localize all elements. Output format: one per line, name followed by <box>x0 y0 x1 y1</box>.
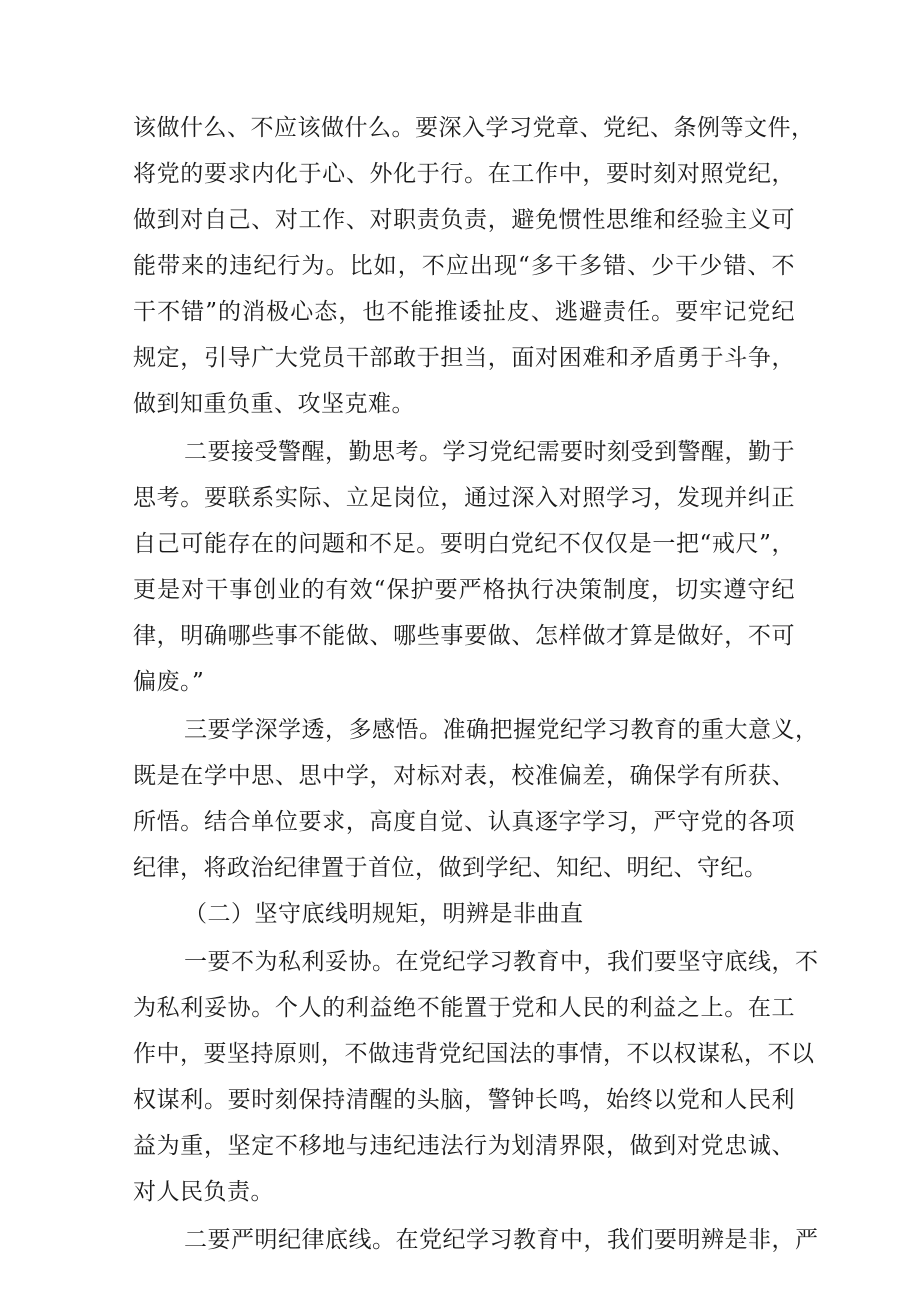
text-line: 能带来的违纪行为。比如，不应出现“多干多错、少干少错、不 <box>133 253 795 279</box>
paragraph-first-line: 二要接受警醒，勤思考。学习党纪需要时刻受到警醒，勤于 <box>184 439 795 465</box>
text-line: 做到对自己、对工作、对职责负责，避免惯性思维和经验主义可 <box>133 207 795 233</box>
text-line: 思考。要联系实际、立足岗位，通过深入对照学习，发现并纠正 <box>133 485 795 511</box>
text-line: 自己可能存在的问题和不足。要明白党纪不仅仅是一把“戒尺”， <box>133 531 795 557</box>
paragraph-first-line: 一要不为私利妥协。在党纪学习教育中，我们要坚守底线，不 <box>184 949 819 975</box>
text-line: 做到知重负重、攻坚克难。 <box>133 391 415 417</box>
text-line: 作中，要坚持原则，不做违背党纪国法的事情，不以权谋私，不以 <box>133 1041 815 1067</box>
text-line: 纪律，将政治纪律置于首位，做到学纪、知纪、明纪、守纪。 <box>133 855 768 881</box>
paragraph-first-line: 二要严明纪律底线。在党纪学习教育中，我们要明辨是非，严 <box>184 1227 819 1253</box>
text-line: 干不错”的消极心态，也不能推诿扯皮、逃避责任。要牢记党纪 <box>133 299 795 325</box>
text-line: 规定，引导广大党员干部敢于担当，面对困难和矛盾勇于斗争， <box>133 345 795 371</box>
section-heading: （二）坚守底线明规矩，明辨是非曲直 <box>184 901 584 927</box>
text-line: 所悟。结合单位要求，高度自觉、认真逐字学习，严守党的各项 <box>133 809 795 835</box>
text-line: 偏废。” <box>133 669 205 695</box>
text-line: 为私利妥协。个人的利益绝不能置于党和人民的利益之上。在工 <box>133 995 795 1021</box>
text-line: 既是在学中思、思中学，对标对表，校准偏差，确保学有所获、 <box>133 763 795 789</box>
text-line: 该做什么、不应该做什么。要深入学习党章、党纪、条例等文件， <box>133 115 815 141</box>
text-line: 权谋利。要时刻保持清醒的头脑，警钟长鸣，始终以党和人民利 <box>133 1087 795 1113</box>
text-line: 对人民负责。 <box>133 1179 274 1205</box>
text-line: 益为重，坚定不移地与违纪违法行为划清界限，做到对党忠诚、 <box>133 1133 795 1159</box>
paragraph-first-line: 三要学深学透，多感悟。准确把握党纪学习教育的重大意义， <box>184 717 819 743</box>
text-line: 更是对干事创业的有效“保护要严格执行决策制度，切实遵守纪 <box>133 577 795 603</box>
text-line: 律，明确哪些事不能做、哪些事要做、怎样做才算是做好，不可 <box>133 623 795 649</box>
text-line: 将党的要求内化于心、外化于行。在工作中，要时刻对照党纪， <box>133 161 795 187</box>
